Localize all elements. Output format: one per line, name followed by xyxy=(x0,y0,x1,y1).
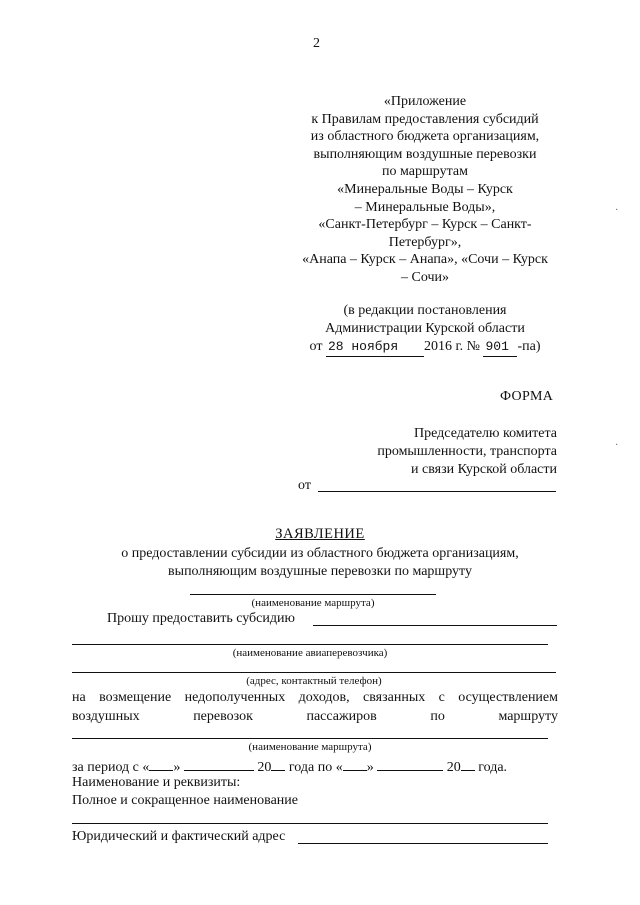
word: пассажиров xyxy=(306,709,377,724)
edition-number-field: 901 xyxy=(483,338,517,357)
full-name-field[interactable] xyxy=(72,823,548,824)
appendix-line: – Сочи» xyxy=(400,269,449,285)
period-year-prefix-2: 20 xyxy=(446,760,461,775)
edition-prefix: от xyxy=(309,339,323,354)
route-field[interactable] xyxy=(190,594,436,595)
carrier-caption: (наименование авиаперевозчика) xyxy=(232,647,388,659)
edition-line: Администрации Курской области xyxy=(325,321,525,336)
period-year-prefix: 20 xyxy=(257,760,272,775)
legal-address-label: Юридический и фактический адрес xyxy=(72,829,286,844)
appendix-line: – Минеральные Воды», xyxy=(354,199,496,215)
subtitle-line: выполняющим воздушные перевозки по маршруту xyxy=(168,564,472,579)
appendix-header xyxy=(270,93,580,287)
scan-mark: · xyxy=(615,205,619,216)
carrier-field[interactable] xyxy=(72,644,548,645)
recipient-line: промышленности, транспорта xyxy=(377,444,557,459)
request-label: Прошу предоставить субсидию xyxy=(107,611,295,626)
compensation-text: на возмещение недополученных доходов, связанных с осуществлением xyxy=(72,690,558,705)
word: воздушных xyxy=(72,709,140,724)
address-caption: (адрес, контактный телефон) xyxy=(246,675,382,687)
appendix-line: «Приложение xyxy=(383,94,467,109)
document-title: ЗАЯВЛЕНИЕ xyxy=(275,526,365,542)
word: по xyxy=(430,709,445,724)
route-caption-2: (наименование маршрута) xyxy=(248,741,372,753)
requisites-label: Наименование и реквизиты: xyxy=(72,775,241,790)
period-start-month-field[interactable] xyxy=(184,757,254,771)
scan-mark: · xyxy=(615,440,619,451)
legal-address-field[interactable] xyxy=(298,843,548,844)
recipient-line: Председателю комитета xyxy=(414,426,557,441)
edition-date-field: 28 ноября xyxy=(326,338,424,357)
full-name-label: Полное и сокращенное наименование xyxy=(72,793,298,808)
appendix-line: по маршрутам xyxy=(382,164,468,180)
period-end-month-field[interactable] xyxy=(377,757,443,771)
period-quote-close-2: » xyxy=(366,760,374,775)
route-field-2[interactable] xyxy=(72,738,548,739)
subtitle-line: о предоставлении субсидии из областного бюджета организациям, xyxy=(121,546,519,561)
compensation-text-line2 xyxy=(72,709,558,725)
edition-line: (в редакции постановления xyxy=(343,303,507,318)
period-end-year-field[interactable] xyxy=(461,757,475,771)
edition-suffix: -па) xyxy=(517,339,541,354)
appendix-line: Петербург», xyxy=(388,234,462,250)
recipient-block xyxy=(340,425,557,479)
from-label: от xyxy=(298,478,311,493)
edition-date-line xyxy=(270,338,580,357)
period-end-day-field[interactable] xyxy=(343,757,367,771)
edition-year: 2016 г. № xyxy=(423,339,480,354)
route-caption: (наименование маршрута) xyxy=(251,597,375,609)
appendix-line: «Минеральные Воды – Курск xyxy=(337,181,513,197)
edition-note xyxy=(270,302,580,357)
page-number: 2 xyxy=(313,36,320,51)
document-subtitle xyxy=(0,545,640,581)
period-quote-close: » xyxy=(173,760,181,775)
recipient-line: и связи Курской области xyxy=(411,462,557,477)
address-contact-field[interactable] xyxy=(72,672,556,673)
period-line xyxy=(72,757,507,776)
word: перевозок xyxy=(193,709,253,724)
appendix-line: к Правилам предоставления субсидий xyxy=(311,111,539,127)
period-start-day-field[interactable] xyxy=(149,757,173,771)
appendix-line: выполняющим воздушные перевозки xyxy=(313,146,537,162)
appendix-line: из областного бюджета организациям, xyxy=(310,129,540,145)
period-start-year-field[interactable] xyxy=(271,757,285,771)
period-end: года. xyxy=(478,760,508,775)
period-prefix: за период с « xyxy=(72,760,150,775)
subsidy-field[interactable] xyxy=(313,625,557,626)
form-label: ФОРМА xyxy=(500,389,554,404)
appendix-line: «Анапа – Курск – Анапа», «Сочи – Курск xyxy=(302,252,548,268)
period-mid: года по « xyxy=(288,760,343,775)
from-field[interactable] xyxy=(318,491,556,492)
word: маршруту xyxy=(498,709,558,724)
appendix-line: «Санкт-Петербург – Курск – Санкт- xyxy=(318,217,532,233)
